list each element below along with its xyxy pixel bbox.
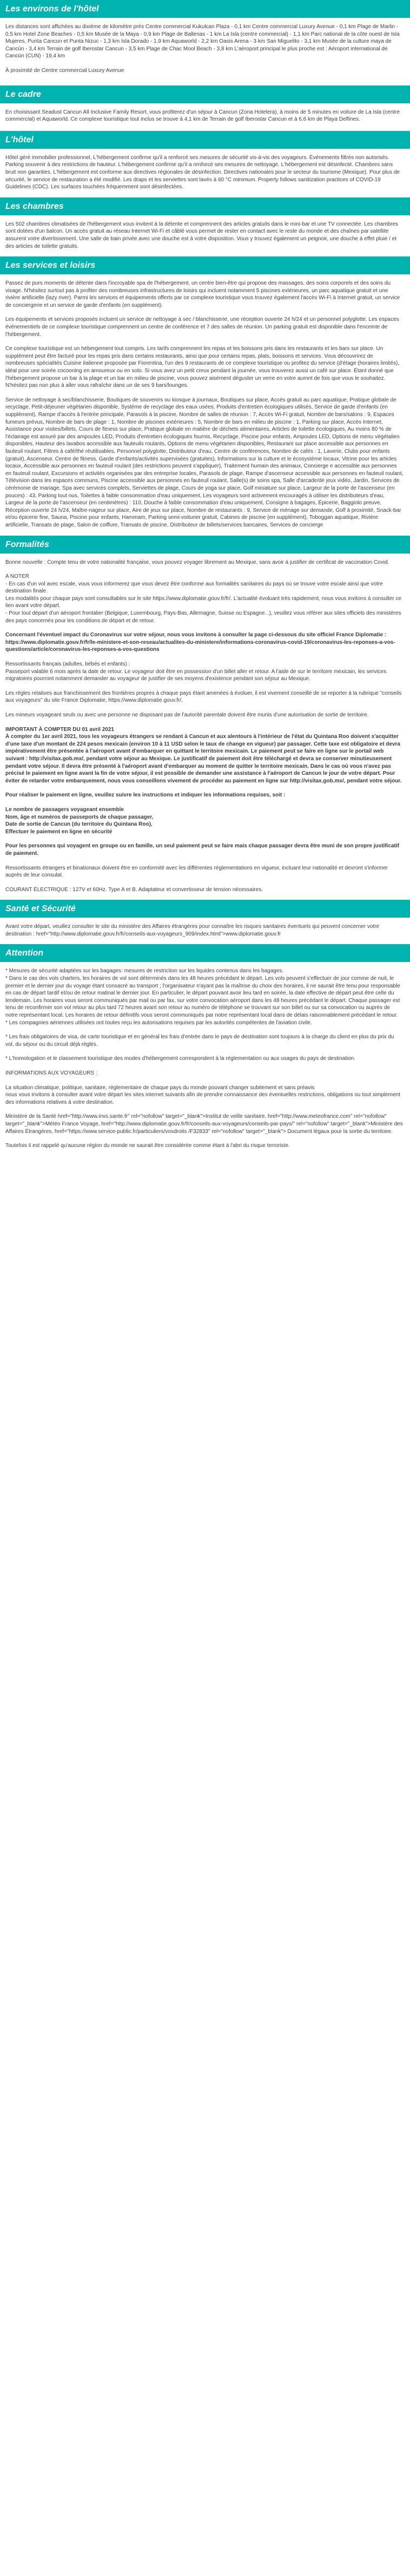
hotel-header: L'hôtel	[0, 131, 410, 149]
hotel-section	[0, 131, 410, 197]
chambres-section	[0, 197, 410, 256]
chambres-text: Les 502 chambres climatisées de l'hébergement vous invitent à la détente et comprennent des articles gratuits dans le mini-bar et une TV connectée. Les chambres sont dotées d'un balcon. Un accès gratuit au réseau Internet Wi-Fi et câblé vous permet de rester en contact avec le reste du monde et des chaînes par satellite assurent votre divertissement. Une salle de bain privée avec une douche est à votre disposition. Vous y trouvez également un peignoir, une douche à effet pluie / et des articles de toilette gratuits.	[5, 221, 399, 249]
formalites-border-rules: Les règles relatives aux franchissement des frontières propres à chaque pays étant amenées à évoluer, il est vivement conseillé de se reporter à la rubrique "conseils aux voyageurs" du site France Diplomatie, https://www.diplomatie.gouv.fr/.	[5, 690, 402, 704]
services-header: Les services et loisirs	[0, 256, 410, 274]
cadre-header: Le cadre	[0, 85, 410, 103]
services-section	[0, 256, 410, 535]
sante-body	[0, 918, 410, 944]
formalites-passport: Ressortissants français (adultes, bébés et enfants) : Passeport valable 6 mois après la date de retour. Le voyageur doit être en possession d'un billet aller et retour. A l'aide de sur le territoire mexicain, les services migratoires pourront notamment demander au voyageur de justifier de ses moyens d'existence pendant son séjour au Mexique.	[5, 661, 387, 682]
formalites-payment-intro: Pour réaliser le paiement en ligne, veuillez suivre les instructions et indiquer les informations requises, soit :	[5, 792, 286, 799]
attention-header: Attention	[0, 944, 410, 962]
attention-section	[0, 944, 410, 1156]
attention-links[interactable]: Ministère de la Santé href="http://www.invs.sante.fr" rel="nofollow" target="_blank">Institut de veille sanitaire, href="http://www.meteofrance.com" rel="nofollow" target="_blank">Météo France Voyage, href="http://www.diplomatie.gouv.fr/fr/conseils-aux-voyageurs/conseils-par-pays/" rel="nofollow" target="_blank">Ministère des Affaires Étrangères, href="https://www.service-public.fr/particuliers/vosdroits /F32833" rel="nofollow" target="_blank"> Document légaux pour la sortie du territoire.	[5, 1114, 403, 1135]
attention-terrorism: Toutefois il est rappelé qu'aucune région du monde ne saurait être considérée comme étant à l'abri du risque terroriste.	[5, 1143, 290, 1149]
services-spa: Passez de purs moments de détente dans l'incroyable spa de l'hébergement, un centre bien-être qui propose des massages, des soins corporels et des soins du visage. N'hésitez surtout pas à profiter des nombreuses infrastructures de loisirs qui incluent notamment 5 piscines extérieures, un parc aquatique gratuit et une rivière artificielle (lazy river). Parmi les services et équipements offerts par ce complexe touristique vous trouvez également l'accès Wi-Fi à Internet gratuit, un service de conciergerie et un service de garde d'enfants (en supplément).	[5, 280, 400, 308]
formalites-foreign-nationals: Ressortissants étrangers et binationaux doivent être en conformité avec les différentes réglementations en vigueur, incluant leur nationalité et devront s'informer auprès de leur consulat.	[5, 865, 388, 879]
attention-flights: * Mesures de sécurité adaptées sur les bagages: mesures de restriction sur les liquides contenus dans les bagages. * Dans le cas des vols charters, les horaires de vol sont déterminés dans les 48 heures précédant le départ. Les vols peuvent s'effectuer de jour comme de nuit, le premier et le dernier jour du voyage étant consacré au transport ; l'organisateur n'ayant pas la maîtrise du choix des horaires, il ne saurait être tenu pour responsable en cas de départ tardif et/ou de retour matinal le dernier jour. En particulier, le départ pouvant avoir lieu tard en soirée, la date effective de départ peut être celle du lendemain. Les horaires vous seront communiqués par mail ou par fax, sur votre convocation aéroport dans les 48 heures précédant le départ. Chaque passager est tenu de reconfirmer son vol retour au plus tard 72 heures avant son retour au numéro de téléphone se trouvant sur son billet ou sur sa convocation ou auprès de notre représentant local. Les horaires de retour définitifs vous seront communiqués par notre représentant local dans de délais raisonnablement précédant le retour. * Les compagnies aériennes utilisées ont toutes reçu les autorisations requises par les autorités compétentes de l'aviation civile.	[5, 968, 400, 1026]
cadre-text: En choisissant Seadust Cancun All Inclusive Family Resort, vous profiterez d'un séjour à Cancun (Zona Hotelera), à moins de 5 minutes en voiture de La Isla (centre commercial) et Aquaworld. Ce complexe touristique tout inclus se trouve à 4,1 km de Terrain de golf Iberostar Cancun et à 6,6 km de Playa Delfines.	[5, 109, 400, 123]
hotel-info-page	[0, 0, 410, 1156]
formalites-tax-important: IMPORTANT À COMPTER DU 01 avril 2021 À compter du 1er avril 2021, tous les voyageurs étrangers se rendant à Cancun et aux alentours à l'intérieur de l'état du Quintana Roo doivent s'acquitter d'une taxe d'un montant de 224 pesos mexicain (environ 10 à 11 USD selon le taux de change en vigueur) par passager. Cette taxe est obligatoire et devra impérativement être présentée à l'aéroport avant d'embarquer en quittant le territoire mexicain. Le paiement peut se faire en ligne sur le portail web suivant : http://visitax.gob.mx/, pendant votre séjour au Mexique. Le justificatif de paiement doit être téléchargé et devra se conserver minutieusement pendant votre séjour. Il devra être présenté à l'aéroport avant d'embarquer au moment de quitter le territoire mexicain. Dans le cas où vous n'avez pas précisé le paiement en ligne avant la fin de votre séjour, il est possible de demander une assistance à l'aéroport de Cancun le jour de votre départ. Pour éviter de retarder votre embarquement, nous vous conseillons vivement de procéder au paiement en ligne sur http://visitax.gob.mx/, pendant votre séjour.	[5, 726, 402, 784]
environs-body	[0, 18, 410, 85]
environs-distances: Les distances sont affichées au dixième de kilomètre près Centre commercial Kukulcan Plaza - 0,1 km Centre commercial Luxury Avenue - 0,1 km Plage de Marlin - 0,5 km Hotel Zone Beaches - 0,5 km Musée de la Maya - 0,9 km Plage de Ballenas - 1 km La Isla (centre commercial) - 1,1 km Parc national de la côte ouest de Isla Mujeres, Punta Cancun et Punta Nizuc - 1,3 km Isla Dorado - 1,9 km Aquaworld - 2,2 km Oasis Arena - 3 km San Miguelito - 3,1 km Musée de la culture maya de Cancún - 3,4 km Terrain de golf Iberostar Cancun - 3,5 km Plage de Chac Mool Beach - 3,8 km L'aéroport principal le plus proche est : Aéroport international de Cancún (CUN) - 19,4 km	[5, 24, 400, 60]
chambres-body	[0, 215, 410, 256]
cadre-body	[0, 103, 410, 131]
sante-text: Avant votre départ, veuillez consulter le site du ministère des Affaires étrangères pour connaître les risques sanitaires éventuels qui peuvent concerner votre destination : href="http://www.diplomatie.gouv.fr/fr/conseils-aux-voyageurs_909/index.html">www.diplomatie.gouv.fr	[5, 924, 380, 937]
formalites-good-news: Bonne nouvelle : Compte tenu de votre nationalité française, vous pouvez voyager librement au Mexique, sans avoir à justifier de certificat de vaccination Covid.	[5, 559, 389, 565]
attention-info-heading: INFORMATIONS AUX VOYAGEURS :	[5, 1070, 97, 1076]
formalites-group-payment: Pour les personnes qui voyagent en groupe ou en famille, un seul paiement peut se faire mais chaque passager devra être muni de son propre justificatif de paiement.	[5, 843, 399, 857]
cadre-section	[0, 85, 410, 131]
formalites-header: Formalités	[0, 536, 410, 554]
formalites-section	[0, 536, 410, 900]
hotel-text: Hôtel géré immobilier professionnel, L'hébergement confirme qu'il a renforcé ses mesures de sécurité vis-à-vis des voyageurs. Événements filtrés non autorisés. Parking souvenir à des restrictions de hauteur. L'hébergement confirme qu'il a renforcé ses mesures de nettoyage. L'hébergement est désinfecté. Chambres sans bruit non garanties. L'hébergement est conforme aux directives régionales de désinfection. Directives nationales pour le secteur du tourisme (Mexique). Pour plus de sécurité, le service de restauration a été modifié. Les draps et les serviettes sont lavés à 60 °C minimum. Property follows sanitization practices of COVID-19 Guidelines (CDC). Les surfaces touchées fréquemment sont désinfectées.	[5, 154, 400, 190]
services-dining: Ce complexe touristique est un hébergement tout compris. Les tarifs comprennent les repas et les boissons pris dans les restaurants et les bars sur place. Un supplément peut être facturé pour les repas pris dans certains restaurants, ainsi que pour certains repas, plats, boissons et services. Vous découvrirez de nombreuses spécialités Cuisine italienne proposée par Fiorentina, l'un des 9 restaurants de ce complexe touristique ou profitez du service (d'étage (horaires limités), idéal pour une soirée cocooning en amoureux ou en solo. Si vous avez un petit creux pendant la journée, vous trouverez aussi un café sur place. Étant donné que l'hébergement propose un bar à la plage et un bar en milieu de piscine, vous pouvez aisément déguster un verre en votre aumnt de fois que vous le souhaitez. N'hésitez pas non plus à aller vous rafraîchir dans un de ses 9 bars/lounges.	[5, 346, 400, 389]
environs-header: Les environs de l'hôtel	[0, 0, 410, 18]
services-list: Service de nettoyage à sec/blanchisserie, Boutiques de souvenirs ou kiosque à journaux, Boutiques sur place, Accès gratuit au parc aquatique, Pratique globale de recyclage, Petit-déjeuner végétarien disponible, Système de recyclage des eaux usées, Produits d'entretien écologiques utilisés, Service de garde d'enfants (en supplément), Rampe d'accès à l'entrée principale, Parasols à la piscine, Nombre de salles de réunion : 7, Accès Wi-Fi gratuit, Nombre de bars/salons : 9, Espaces fumeurs prévus, Nombre de bars de plage : 1, Nombre de piscines extérieures : 5, Nombre de bars en milieu de piscine : 1, Parking sur place, Accès Internet, Assistance pour visites/billets, Cours de fitness sur place, Pratique globale en matière de déchets alimentaires, Articles de toilette écologiques, Au moins 80 % de l'éclairage est assuré par des ampoules LED, Produits d'entretien écologiques fournis, Recyclage, Piscine pour enfants, Ampoules LED, Options de menu végétalien disponibles, Hauteur des lavabos accessible aux fauteuils roulants, Options de menu végétarien disponibles, Restaurant sur place accessible aux personnes en fauteuil roulant, Filtres à café/thé réutilisables, Personnel polyglotte, Distributeur d'eau, Centre de conférences, Nombre de cafés : 1, Laverie, Clubs pour enfants (gratuit), Ascenseur, Centre de fitness, Garde d'enfants/activités supervisées (gratuites), Informations sur la culture et le écosystème locaux, Vitrine pour les articles locaux, Accessible aux personnes en fauteuil roulant (des restrictions peuvent s'appliquer), Traitement humain des animaux, Concierge e accessible aux personnes en fauteuil roulant, Excursions et activités organisées par des entreprise locales, Parasols de plage, Rampe d'ascenseur accessible aux personnes en fauteuil roulant, Télévision dans les espaces communs, Piscine accessible aux personnes en fauteuil roulant, Salle(s) de soins spa, Salle d'arcade/de jeux vidéo, Jardin, Services de cérémonie de mariage, Spa avec services complets, Serviettes de plage, Cours de yoga sur place, Golf miniature sur place, Largeur de la porte de l'ascenseur (en pouces) : 43, Parking tout nus, Toilettes à faible consommation d'eau uniquement, Les voyageurs sont activement encouragés à utiliser les distributeurs d'eau, Largeur de la porte de l'ascenseur (en centimètres) : 110, Douche à faible consommation d'eau uniquement, Consigne à bagages, Épicerie, Baggiolo preuve, Réception ouverte 24 h/24, Maître-nageur sur place, Aire de jeux sur place, Nombre de restaurants : 9, Service de ménage sur demande, Golf à proximité, Snack-bar et/ou épicerie fine, Sauna, Piscine pour enfants, Hammam, Parking semi-voiturier gratuit, Cabines de piscine (en supplément), Toboggan aquatique, Rivière artificielle, Transats de plage, Salon de coiffure, Transats de piscine, Distributeur de billets/services bancaires, Services de concierge	[5, 397, 404, 528]
sante-header: Santé et Sécurité	[0, 900, 410, 918]
formalites-minors: Les mineurs voyageant seuls ou avec une personne ne disposant pas de l'autorité parentale doivent être munis d'une autorisation de sortie de territoire.	[5, 712, 369, 718]
environs-nearby: À proximité de Centre commercial Luxury Avenue	[5, 67, 124, 74]
environs-section	[0, 0, 410, 85]
sante-section	[0, 900, 410, 944]
chambres-header: Les chambres	[0, 197, 410, 215]
formalites-payment-steps: Le nombre de passagers voyageant ensemble Nom, âge et numéros de passeports de chaque passager, Date de sortie de Cancun (du territoire du Quintana Roo), Effectuer le paiement en ligne en sécurité	[5, 806, 154, 835]
attention-situation: La situation climatique, politique, sanitaire, réglementaire de chaque pays du monde pouvant changer subitement et sans préavis nous vous invitons à consulter avant votre départ les sites internet suivants afin de prendre connaissance des éventuelles restrictions, obligations ou tout simplement des informations relatives à votre destination.	[5, 1084, 400, 1105]
hotel-body	[0, 149, 410, 197]
attention-visa-fees: * Les frais obligatoires de visa, de carte touristique et en général les frais d'entrée dans le pays de destination sont toujours à la charge du client en plus du prix du vol, du séjour ou du circuit déjà réglés.	[5, 1034, 394, 1047]
attention-body	[0, 962, 410, 1156]
services-body	[0, 274, 410, 535]
formalites-coronavirus: Concernant l'éventuel impact du Coronavirus sur votre séjour, nous vous invitons à consulter la page ci-dessous du site officiel France Diplomatie : https://www.diplomatie.gouv.fr/fr/le-ministere-et-son-reseau/actualites-du-ministere/informations-coronavirus-covid-19/coronavirus-les-reponses-a-vos-questions/article/coronavirus-les-reponses-a-vos-questions	[5, 632, 395, 653]
formalites-body	[0, 554, 410, 900]
formalites-note: A NOTER - En cas d'un vol avec escale, vous vous informerez que vous devez être conforme aux formalités sanitaires du pays où se trouve votre escale ainsi que votre destination finale. Les modalités pour chaque pays sont consultables sur le site https://www.diplomatie.gouv.fr/fr/. L'actualité évoluant très rapidement, nous vous invitons à consulter ce lien avant votre départ. - Pour tout départ d'un aéroport frontalier (Belgique, Luxembourg, Pays-Bas, Allemagne, Suisse ou Espagne...), veuillez vous référer aux sites officiels des ministères des pays concernés pour les conditions de départ et de retour.	[5, 574, 402, 624]
attention-classification: * L'homologation et le classement touristique des modes d'hébergement correspondent à la réglementation ou aux usages du pays de destination.	[5, 1056, 356, 1062]
services-equipment: Les équipements et services proposés incluent un service de nettoyage à sec / blanchisserie, une réception ouverte 24 h/24 et un personnel polyglotte. Les espaces événementiels de ce complexe touristique comprennent un centre de conférence et 7 des salles de réunion. Un parking gratuit est disponible dans l'enceinte de l'hébergement.	[5, 317, 399, 338]
formalites-electricity: COURANT ÉLECTRIQUE : 127V et 60Hz. Type A et B. Adaptateur et convertisseur de tension nécessaires.	[5, 886, 263, 893]
